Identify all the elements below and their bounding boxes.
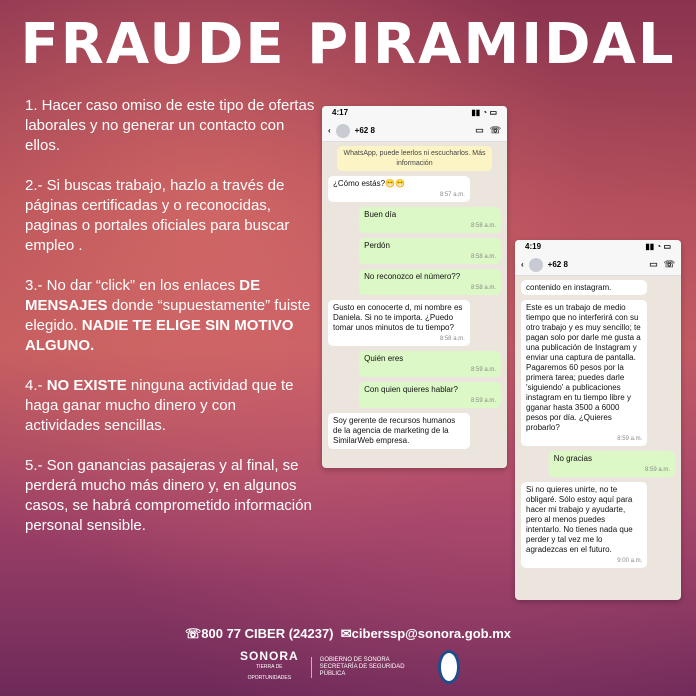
message-bubble <box>521 482 647 568</box>
message-bubble <box>328 176 470 202</box>
message-time: 9:00 a.m. <box>617 558 643 564</box>
message-text: Si no quieres unirte, no te obligaré. Sólo estoy aquí para hacer mi trabajo y ayudarte, pero al menos puedes intentarlo. No tienes nada que perder y tal vez me lo agradezcas en el futuro. <box>526 485 633 554</box>
sonora-logo-subtitle: TIERRA DE OPORTUNIDADES <box>247 663 292 681</box>
message-bubble <box>549 451 675 477</box>
advice-item-3 <box>25 276 315 356</box>
message-text: Con quien quieres hablar? <box>364 385 458 394</box>
email-icon: ✉ <box>340 626 352 641</box>
advice-list <box>25 96 315 556</box>
back-icon[interactable]: ‹ <box>328 126 331 135</box>
phone-icon[interactable]: ☏ <box>489 125 501 135</box>
signal-icon: ▮▮ ◔ ▭ <box>471 108 497 117</box>
advice-item-5: 5.- Son ganancias pasajeras y al final, se perderá mucho más dinero y, en algunos casos, se habrá comprometido información personal sensible. <box>25 457 312 534</box>
video-call-icon[interactable]: ▭ <box>475 125 484 135</box>
message-bubble <box>328 413 470 449</box>
contact-email: ciberssp@sonora.gob.mx <box>351 626 511 641</box>
logo-strip <box>240 646 460 688</box>
message-bubble <box>521 300 647 446</box>
video-call-icon[interactable]: ▭ <box>649 259 658 269</box>
phone-icon: ☏ <box>185 626 202 641</box>
government-logo: GOBIERNO DE SONORA SECRETARÍA DE SEGURIDAD PÚBLICA <box>311 657 426 678</box>
advice-item-3-text: 3.- No dar “click” en los enlaces <box>25 277 240 294</box>
chat-header <box>515 254 681 276</box>
system-note: WhatsApp, puede leerlos ni escucharlos. Más información <box>337 146 493 171</box>
message-text: Quién eres <box>364 354 404 363</box>
message-bubble <box>359 382 501 408</box>
status-bar <box>322 106 507 120</box>
advice-item-4-text: 4.- <box>25 377 47 394</box>
contact-line <box>0 626 696 642</box>
message-time: 8:58 a.m. <box>439 336 465 342</box>
contact-name: +62 8 <box>547 260 568 269</box>
phone-icon[interactable]: ☏ <box>663 259 675 269</box>
advice-item-3-text-2: donde “supuestamente” fuiste elegido. <box>25 297 311 334</box>
message-bubble <box>359 238 501 264</box>
advice-item-4-text-2: ninguna actividad que te haga ganar mucho dinero y con actividades sencillas. <box>25 377 294 434</box>
message-text: Buen día <box>364 210 397 219</box>
status-bar <box>515 240 681 254</box>
advice-item-1: 1. Hacer caso omiso de este tipo de ofertas laborales y no generar un contacto con ellos. <box>25 97 315 154</box>
advice-item-3-bold-2: NADIE TE ELIGE SIN MOTIVO ALGUNO. <box>25 317 294 354</box>
avatar <box>529 258 543 272</box>
sonora-logo-text: SONORA <box>240 648 299 663</box>
clock: 4:17 <box>332 108 349 117</box>
clock: 4:19 <box>525 242 542 251</box>
contact-name: +62 8 <box>354 126 375 135</box>
advice-item-4 <box>25 376 315 436</box>
message-time: 8:59 a.m. <box>470 398 496 404</box>
message-bubble <box>359 269 501 295</box>
chat-screenshot-1 <box>322 106 507 468</box>
advice-item-3-bold: DE MENSAJES <box>25 277 261 314</box>
message-list <box>515 276 681 577</box>
message-text: Perdón <box>364 241 390 250</box>
message-text: No reconozco el número?? <box>364 272 461 281</box>
sonora-logo <box>240 648 299 684</box>
message-time: 8:59 a.m. <box>470 367 496 373</box>
advice-item-2: 2.- Si buscas trabajo, hazlo a través de páginas certificadas y o reconocidas, paginas o portales oficiales para buscar empleo . <box>25 177 290 254</box>
chat-header <box>322 120 507 142</box>
message-text: ¿Cómo estás?😁😁 <box>333 179 405 188</box>
message-time: 8:59 a.m. <box>617 436 643 442</box>
message-time: 8:58 a.m. <box>470 254 496 260</box>
chat-screenshot-2 <box>515 240 681 600</box>
message-bubble <box>359 351 501 377</box>
message-text: No gracias <box>553 454 592 463</box>
message-bubble: contenido en instagram. <box>521 280 647 295</box>
page-title: FRAUDE PIRAMIDAL <box>20 12 676 77</box>
police-seal-icon <box>438 650 460 684</box>
message-time: 8:58 a.m. <box>470 285 496 291</box>
message-bubble <box>328 300 470 346</box>
message-bubble <box>359 207 501 233</box>
message-time: 8:57 a.m. <box>439 192 465 198</box>
avatar <box>336 124 350 138</box>
message-time: 8:58 a.m. <box>470 223 496 229</box>
back-icon[interactable]: ‹ <box>521 260 524 269</box>
advice-item-4-bold: NO EXISTE <box>46 377 127 394</box>
message-text: Este es un trabajo de medio tiempo que no interferirá con su otro trabajo y es muy sencillo; te pagan solo por darle me gusta a una publicación de Instagram y enviar una captura de pantalla. Pagaremos 60 pesos por la primera tarea; puedes darle 'siguiendo' a publicaciones instagram en tu tiempo libre y gganar hasta 3500 a 6000 pesos por día. ¿Quieres probarlo? <box>526 303 641 432</box>
message-text: Gusto en conocerte d, mi nombre es Daniela. Si no te importa. ¿Puedo tomar unos minutos de tu tiempo? <box>333 303 463 332</box>
contact-phone: 800 77 CIBER (24237) <box>201 626 334 641</box>
message-list <box>322 142 507 458</box>
message-time: 8:59 a.m. <box>644 467 670 473</box>
message-text: Soy gerente de recursos humanos de la agencia de marketing de la SimilarWeb empresa. <box>333 416 456 445</box>
signal-icon: ▮▮ ◔ ▭ <box>645 242 671 251</box>
